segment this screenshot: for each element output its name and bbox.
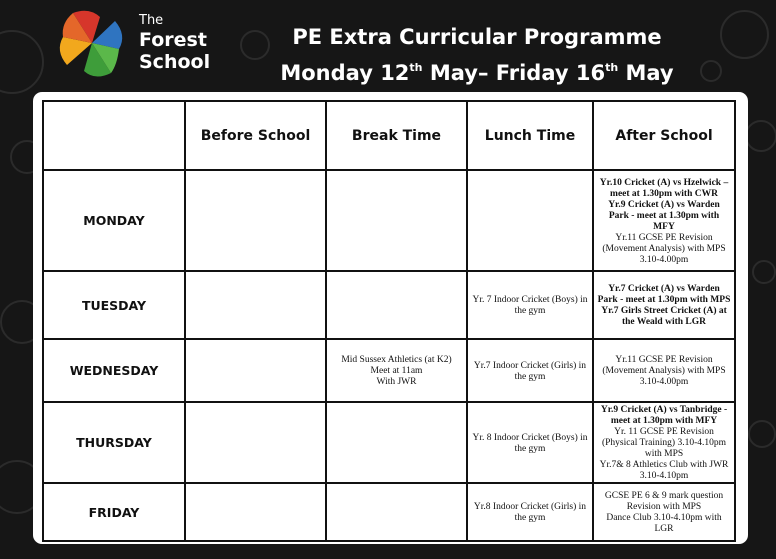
after-cell (593, 271, 735, 339)
logo-school: School (139, 51, 211, 73)
day-label: MONDAY (43, 170, 185, 271)
table-row (43, 170, 735, 271)
day-label: FRIDAY (43, 483, 185, 541)
page-title (262, 22, 692, 89)
after-cell (593, 483, 735, 541)
title-dates: Monday 12th May– Friday 16th May (280, 61, 674, 85)
activity-text: Yr. 8 Indoor Cricket (Boys) in the gym (472, 432, 588, 454)
activity-text: Dance Club 3.10-4.10pm with LGR (606, 513, 722, 534)
activity-text: Mid Sussex Athletics (at K2) (341, 355, 452, 365)
logo-the: The (139, 13, 164, 28)
activity-text: Yr.10 Cricket (A) vs Hzelwick – meet at 1.30pm with CWR (599, 177, 729, 199)
timetable (42, 100, 736, 542)
activity-text: Yr.9 Cricket (A) vs Warden Park - meet at 1.30pm with MFY (608, 199, 720, 232)
day-label: TUESDAY (43, 271, 185, 339)
title-main: PE Extra Curricular Programme (292, 25, 662, 49)
after-cell (593, 402, 735, 483)
break-cell (326, 402, 467, 483)
before-cell (185, 170, 326, 271)
day-label: THURSDAY (43, 402, 185, 483)
activity-text: Meet at 11am (370, 366, 423, 376)
activity-text: GCSE PE 6 & 9 mark question Revision with MPS (604, 491, 724, 512)
activity-text: Yr.7 Girls Street Cricket (A) at the Weald with LGR (601, 306, 727, 327)
before-cell (185, 483, 326, 541)
school-logo (53, 5, 223, 83)
before-cell (185, 339, 326, 402)
table-row (43, 339, 735, 402)
activity-text: Yr.11 GCSE PE Revision (Movement Analysis) with MPS 3.10-4.00pm (602, 355, 726, 387)
lunch-cell (467, 402, 593, 483)
break-cell (326, 170, 467, 271)
logo-forest: Forest (139, 29, 207, 51)
break-cell (326, 339, 467, 402)
activity-text: Yr.7 Cricket (A) vs Warden Park - meet at 1.30pm with MPS (597, 284, 731, 305)
break-cell (326, 483, 467, 541)
after-cell (593, 170, 735, 271)
header-after-school: After School (593, 101, 735, 170)
after-cell (593, 339, 735, 402)
table-row (43, 271, 735, 339)
lunch-cell (467, 339, 593, 402)
break-cell (326, 271, 467, 339)
activity-text: With JWR (376, 377, 417, 387)
before-cell (185, 402, 326, 483)
lunch-cell (467, 271, 593, 339)
header-corner (43, 101, 185, 170)
header-row (43, 101, 735, 170)
header-break-time: Break Time (326, 101, 467, 170)
timetable-panel (33, 92, 748, 544)
activity-text: Yr.7& 8 Athletics Club with JWR 3.10-4.10pm (599, 460, 729, 481)
header-before-school: Before School (185, 101, 326, 170)
before-cell (185, 271, 326, 339)
activity-text: Yr.11 GCSE PE Revision (Movement Analysis) with MPS 3.10-4.00pm (602, 232, 726, 265)
lunch-cell (467, 170, 593, 271)
activity-text: Yr. 11 GCSE PE Revision (Physical Training) 3.10-4.10pm with MPS (601, 427, 727, 459)
pinwheel-logo-icon (53, 5, 131, 83)
table-row (43, 402, 735, 483)
activity-text: Yr.8 Indoor Cricket (Girls) in the gym (473, 502, 587, 523)
activity-text: Yr.9 Cricket (A) vs Tanbridge - meet at 1.30pm with MFY (600, 405, 728, 426)
activity-text: Yr.7 Indoor Cricket (Girls) in the gym (473, 360, 587, 382)
activity-text: Yr. 7 Indoor Cricket (Boys) in the gym (472, 295, 588, 316)
day-label: WEDNESDAY (43, 339, 185, 402)
header-lunch-time: Lunch Time (467, 101, 593, 170)
lunch-cell (467, 483, 593, 541)
table-row (43, 483, 735, 541)
